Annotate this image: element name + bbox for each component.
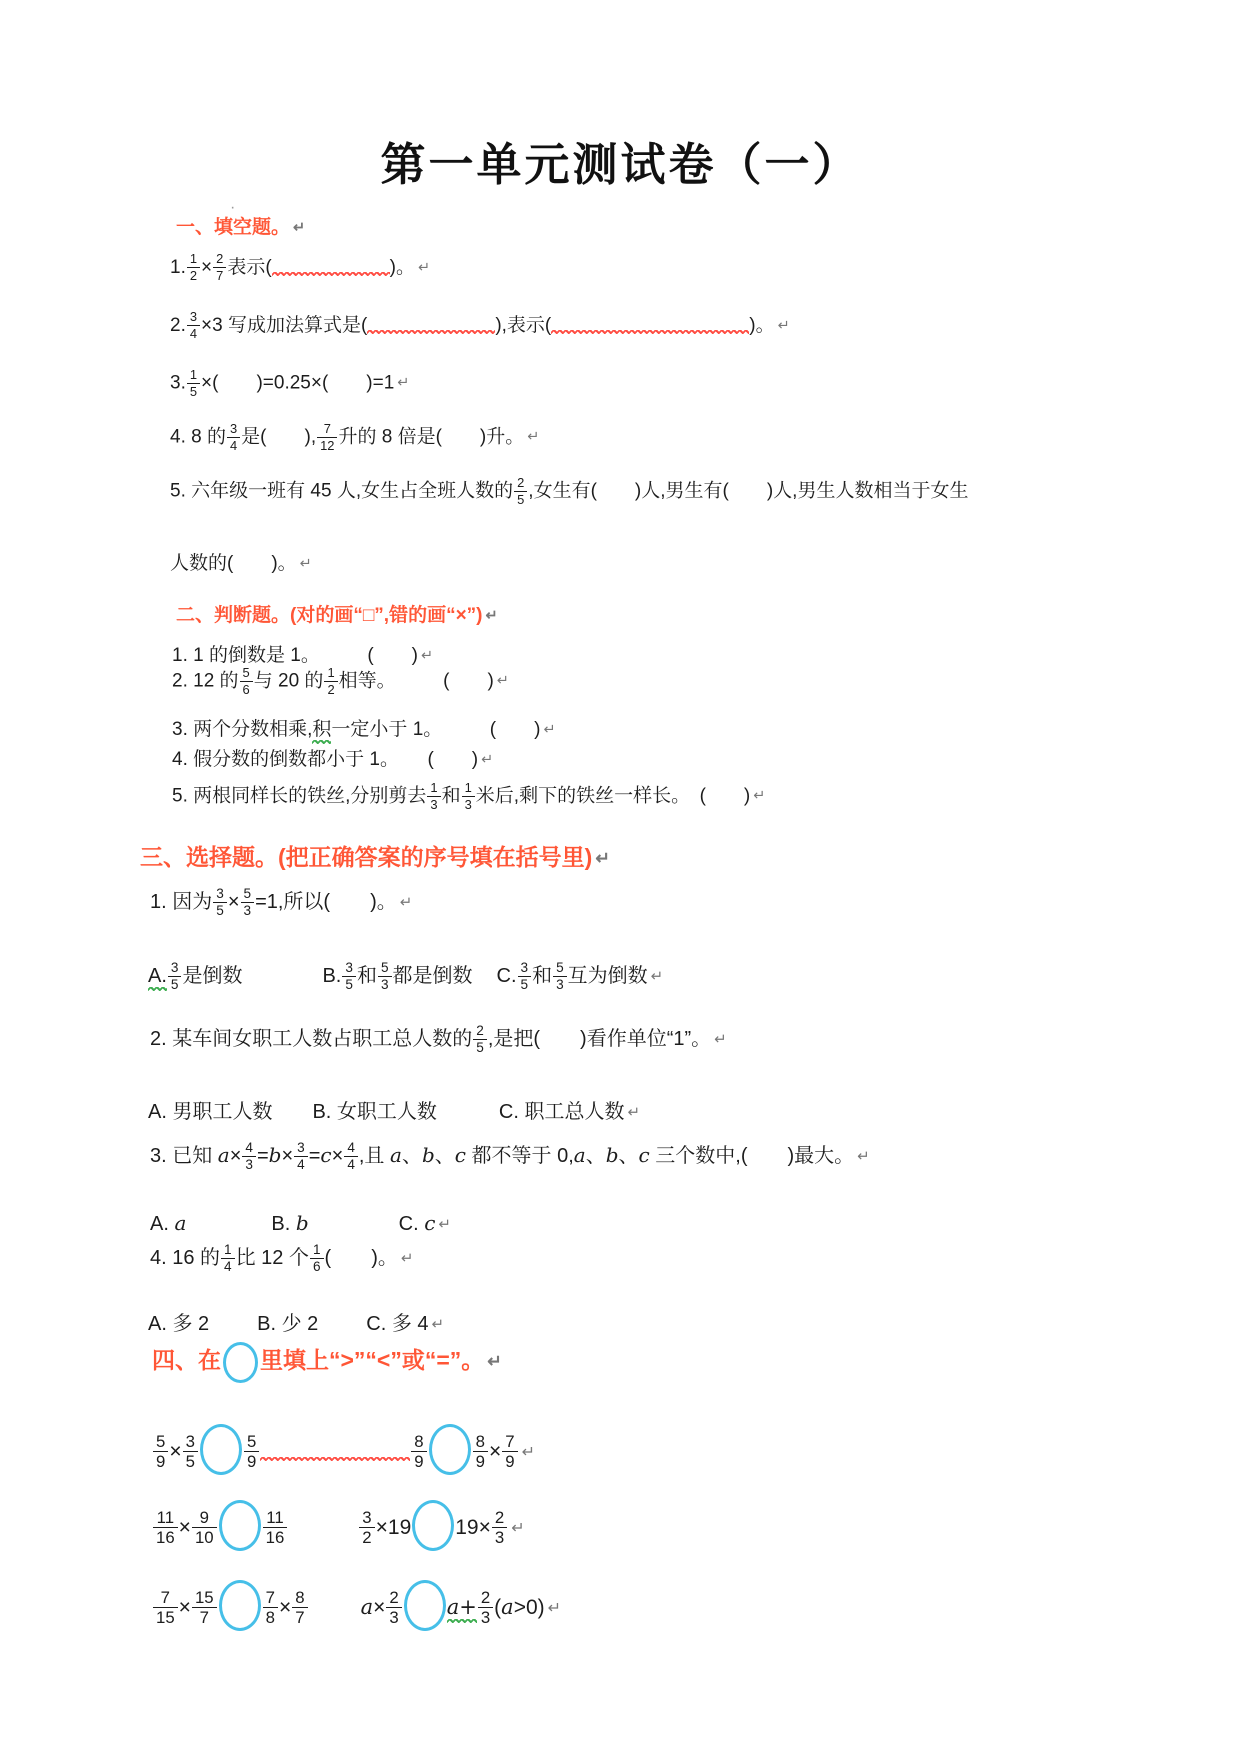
fraction-5-3: $\frac{5}{3}$ [377,961,393,993]
fill-q5-cont [170,552,312,577]
text-run: × [169,1440,182,1464]
text-run: ),表示( [495,314,552,336]
fill-q4 [170,422,539,452]
fraction-5-6: $\frac{5}{6}$ [239,666,254,696]
fraction-1-2: $\frac{1}{2}$ [323,666,338,696]
text-run: C. [496,964,517,987]
text-run: 、 [434,1144,455,1167]
text-run: 四、在 [152,1347,221,1374]
text-run: 2. 12 的 [172,670,239,692]
fraction-11-16: $\frac{11}{16}$ [262,1509,289,1547]
fraction-2-3: $\frac{2}{3}$ [477,1589,494,1627]
judge-q5 [172,781,765,811]
text-run: 2. 某车间女职工人数占职工总人数的 [150,1027,473,1050]
text-run: 人数的( )。 [170,553,297,574]
text-run: B. 女职工人数 [312,1101,437,1123]
text-run: 表示( [227,256,272,278]
text-run: ,且 [358,1144,390,1167]
fraction-3-5: $\frac{3}{5}$ [167,961,183,993]
paragraph-return-mark: ↵ [543,722,556,738]
text-run: 2. [170,314,186,336]
judge-q3 [172,718,555,743]
fraction-3-4: $\frac{3}{4}$ [186,310,201,340]
text-run: × [373,1596,386,1620]
text-run: ×3 写成加法算式是( [201,314,368,336]
paragraph-return-mark: ↵ [627,1104,641,1121]
text-run: 米后,剩下的铁丝一样长。 ( ) [475,785,751,807]
text-run: = [308,1144,321,1167]
text-run: 3. 两个分数相乘, [172,719,313,740]
answer-circle [429,1424,471,1475]
text-run: ×( )=0.25×( )=1 [201,372,395,394]
section-4-header [152,1342,502,1383]
text-run: 4. 假分数的倒数都小于 1。 ( ) [172,749,479,770]
text-run: 、 [618,1144,639,1167]
paragraph-return-mark: ↵ [777,317,790,334]
paragraph-return-mark: ↵ [595,848,610,868]
answer-circle [200,1424,242,1475]
text-run: × [178,1516,191,1540]
choice-q3-options [150,1210,451,1237]
fraction-15-7: $\frac{15}{7}$ [191,1589,218,1627]
fraction-11-16: $\frac{11}{16}$ [152,1509,179,1547]
section-3-header [140,843,610,873]
fraction-7-15: $\frac{7}{15}$ [152,1589,179,1627]
text-run: 三、选择题。(把正确答案的序号填在括号里) [140,844,593,870]
compare-row-1 [152,1424,535,1475]
text-run: 、 [585,1144,606,1167]
text-run: C. 职工总人数 [498,1101,625,1123]
text-run: >0) [513,1596,545,1620]
fraction-2-7: $\frac{2}{7}$ [212,252,227,282]
paragraph-return-mark: ↵ [399,893,413,911]
text-run: 都不等于 0, [465,1144,574,1167]
page-title: 第一单元测试卷（一） [380,138,861,191]
answer-circle [219,1500,261,1551]
judge-q2 [172,666,509,696]
paragraph-return-mark: ↵ [521,1444,535,1462]
text-run: · [230,199,236,216]
text-run: A. 男职工人数 [148,1101,273,1123]
fraction-5-9: $\frac{5}{9}$ [152,1433,169,1471]
text-run: × [201,256,213,278]
text-run: C. 多 4 [366,1313,429,1335]
text-run: 19× [455,1516,491,1540]
text-run: 是倒数 [182,964,243,987]
text-run: × [229,1144,242,1167]
fraction-4-4: $\frac{4}{4}$ [343,1141,359,1173]
text-run: b [421,1142,435,1167]
text-run: 一、填空题。 [176,217,291,238]
text-run: a [360,1595,374,1620]
paragraph-return-mark: ↵ [547,1600,561,1618]
fraction-5-3: $\frac{5}{3}$ [552,961,568,993]
text-run: c [638,1142,650,1167]
fraction-3-5: $\frac{3}{5}$ [341,961,357,993]
text-run: 4. 16 的 [150,1246,221,1269]
text-run: × [278,1596,292,1620]
text-run: ,是把( )看作单位“1”。 [487,1027,712,1050]
text-run: =1,所以( )。 [255,890,397,913]
fraction-3-4: $\frac{3}{4}$ [293,1141,309,1173]
text-run: a+ [447,1595,477,1623]
fraction-2-5: $\frac{2}{5}$ [472,1024,488,1056]
text-run: 与 20 的 [253,670,324,692]
fraction-8-7: $\frac{8}{7}$ [291,1589,308,1627]
text-run: × [178,1596,191,1620]
paragraph-return-mark: ↵ [481,752,494,768]
text-run: = [256,1144,269,1167]
text-run: 5. 六年级一班有 45 人,女生占全班人数的 [170,480,514,502]
text-run: B. 少 2 [257,1313,319,1335]
text-run: B. [322,964,342,987]
text-run: 和 [356,964,377,987]
text-run: 1. 因为 [150,890,213,913]
paragraph-return-mark: ↵ [431,1316,445,1333]
text-run: C. [398,1213,425,1235]
paragraph-return-mark: ↵ [293,220,305,236]
text-run: )。 [389,256,415,278]
text-run: c [320,1142,332,1167]
fill-q5 [170,476,968,506]
fill-q1 [170,252,430,283]
fraction-7-12: $\frac{7}{12}$ [316,422,338,452]
fraction-5-3: $\frac{5}{3}$ [240,887,256,919]
text-run: ,女生有( )人,男生有( )人,男生人数相当于女生 [528,480,969,502]
text-run: )。 [749,314,775,336]
fraction-1-3: $\frac{1}{3}$ [461,781,476,811]
fraction-3-5: $\frac{3}{5}$ [212,887,228,919]
fraction-2-3: $\frac{2}{3}$ [385,1589,402,1627]
paragraph-return-mark: ↵ [397,375,410,392]
paragraph-return-mark: ↵ [650,967,664,985]
judge-q4 [172,748,493,773]
paragraph-return-mark: ↵ [496,673,509,690]
text-run: a [174,1211,187,1235]
fraction-1-2: $\frac{1}{2}$ [186,252,201,282]
blank-underline [551,310,749,334]
text-run: B. [271,1213,296,1235]
text-run: 升的 8 倍是( )升。 [338,426,525,448]
text-run: c [424,1211,436,1235]
text-run: 和 [532,964,553,987]
section-1-header [176,216,305,241]
text-run: A. [150,1213,175,1235]
fraction-7-9: $\frac{7}{9}$ [501,1433,518,1471]
text-run: b [605,1142,619,1167]
text-run: b [295,1211,309,1235]
text-run: 二、判断题。(对的画“□”,错的画“×”) [176,605,483,626]
paragraph-return-mark: ↵ [420,648,433,664]
text-run: × [281,1144,294,1167]
fraction-5-9: $\frac{5}{9}$ [243,1433,260,1471]
paragraph-return-mark: ↵ [438,1216,451,1233]
text-run: b [268,1142,282,1167]
text-run: 相等。 ( ) [338,670,494,692]
paragraph-return-mark: ↵ [527,429,540,446]
text-run: 一定小于 1。 ( ) [331,719,541,740]
text-run: ( [494,1596,502,1620]
fraction-4-3: $\frac{4}{3}$ [241,1141,257,1173]
fraction-3-5: $\frac{3}{5}$ [517,961,533,993]
fill-q3 [170,368,409,398]
text-run: ×19 [375,1516,412,1540]
answer-circle [219,1580,261,1631]
fraction-2-3: $\frac{2}{3}$ [491,1509,508,1547]
text-run: × [331,1144,344,1167]
text-run: A. [148,965,167,991]
text-run: 1. [170,256,186,278]
text-run: × [488,1440,502,1464]
text-run: ( )。 [324,1246,398,1269]
section-2-header [176,604,497,629]
blank-underline [367,310,495,334]
text-run: c [454,1142,466,1167]
judge-q1 [172,644,433,669]
choice-q4-options [148,1311,444,1337]
choice-q2-options [148,1099,640,1125]
fraction-8-9: $\frac{8}{9}$ [472,1433,489,1471]
choice-q2 [150,1024,727,1056]
fill-q2 [170,310,790,341]
fraction-7-8: $\frac{7}{8}$ [262,1589,279,1627]
text-run: 互为倒数 [567,964,648,987]
text-run: a [501,1595,514,1620]
text-run: 都是倒数 [392,964,473,987]
answer-circle [412,1500,454,1551]
text-run: 、 [401,1144,422,1167]
text-run: a [573,1142,586,1167]
choice-q1 [150,887,412,919]
paragraph-return-mark: ↵ [714,1030,727,1048]
text-run: 3. [170,372,186,394]
text-run: 1. 1 的倒数是 1。 ( ) [172,645,418,666]
text-run: A. 多 2 [148,1313,210,1335]
fraction-1-3: $\frac{1}{3}$ [426,781,441,811]
answer-circle [223,1342,258,1383]
paragraph-return-mark: ↵ [418,259,430,276]
text-run: 4. 8 的 [170,426,226,448]
choice-q3 [150,1141,870,1173]
paragraph-return-mark: ↵ [487,1351,502,1372]
paragraph-return-mark: ↵ [299,556,312,572]
blank-underline [260,1435,410,1461]
compare-row-3 [152,1580,561,1631]
text-run: 里填上“>”“<”或“=”。 [260,1347,485,1374]
text-run: × [227,890,240,913]
fraction-3-5: $\frac{3}{5}$ [182,1433,199,1471]
paragraph-return-mark: ↵ [400,1249,414,1267]
text-run: 和 [441,785,461,807]
text-run: 比 12 个 [235,1246,309,1269]
fraction-1-4: $\frac{1}{4}$ [220,1243,236,1275]
text-run: 5. 两根同样长的铁丝,分别剪去 [172,785,427,807]
text-run: 积 [312,719,331,744]
paragraph-return-mark: ↵ [485,608,498,624]
choice-q4 [150,1243,413,1275]
text-run: 是( ), [241,426,317,448]
fraction-2-5: $\frac{2}{5}$ [513,476,528,506]
fraction-1-5: $\frac{1}{5}$ [186,368,201,398]
blank-underline [272,252,390,276]
fraction-3-2: $\frac{3}{2}$ [358,1509,375,1547]
fraction-8-9: $\frac{8}{9}$ [410,1433,427,1471]
paragraph-return-mark: ↵ [857,1147,870,1165]
fraction-9-10: $\frac{9}{10}$ [191,1509,218,1547]
answer-circle [404,1580,446,1631]
text-run: 3. 已知 [150,1144,218,1167]
text-run: a [390,1142,402,1167]
text-run: 三个数中,( )最大。 [649,1144,855,1167]
compare-row-2 [152,1500,524,1551]
paragraph-return-mark: ↵ [511,1520,525,1538]
text-run: a [217,1142,230,1167]
choice-q1-options [148,961,663,993]
fraction-1-6: $\frac{1}{6}$ [309,1243,325,1275]
fraction-3-4: $\frac{3}{4}$ [226,422,241,452]
paragraph-return-mark: ↵ [753,788,766,805]
